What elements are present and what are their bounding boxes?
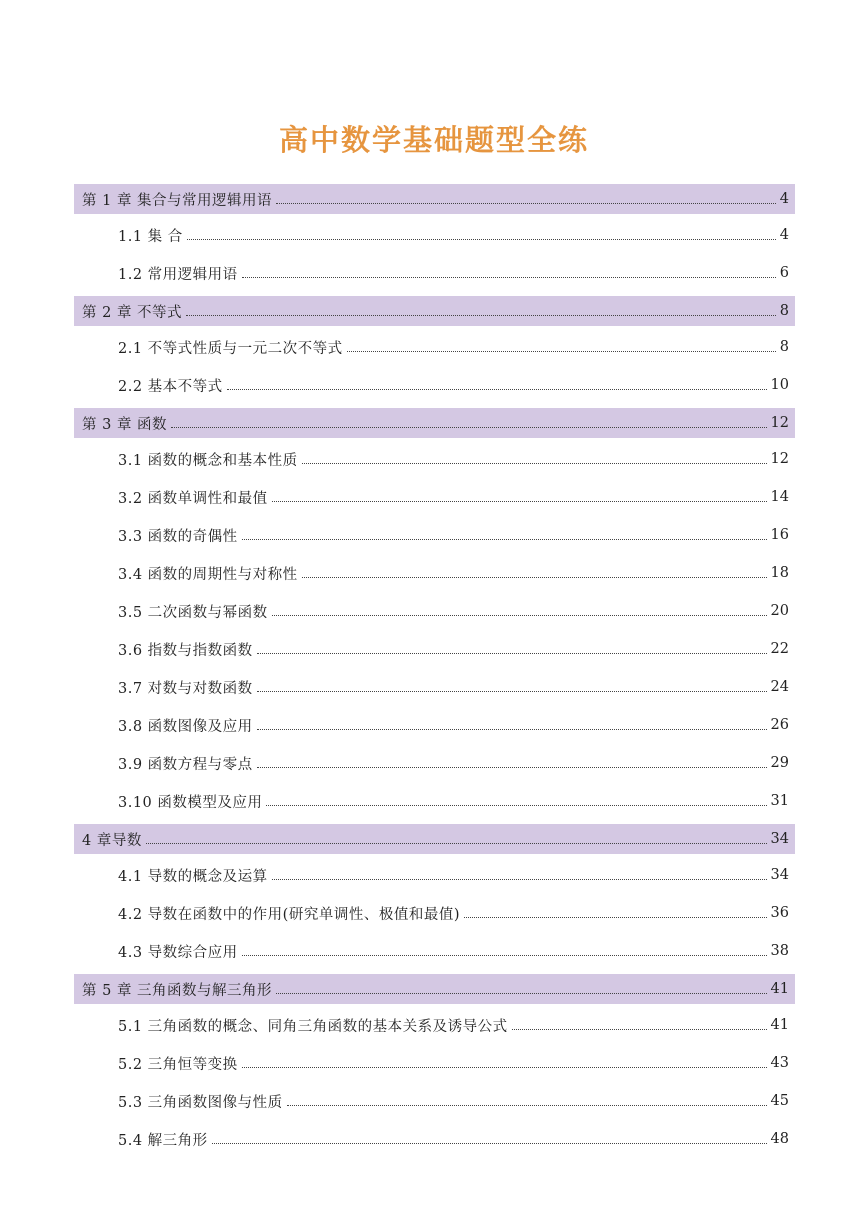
dot-leader bbox=[186, 314, 776, 316]
toc-entry-label: 3.7 对数与对数函数 bbox=[118, 680, 253, 697]
toc-entry-label: 5.4 解三角形 bbox=[118, 1132, 208, 1149]
dot-leader bbox=[227, 388, 767, 390]
toc-section-row[interactable] bbox=[74, 860, 795, 890]
toc-entry-label: 第 3 章 函数 bbox=[82, 416, 168, 433]
toc-page-number: 41 bbox=[770, 1017, 789, 1033]
toc-entry-label: 4.1 导数的概念及运算 bbox=[118, 868, 268, 885]
toc-entry-label: 3.3 函数的奇偶性 bbox=[118, 528, 238, 545]
toc-section-row[interactable] bbox=[74, 748, 795, 778]
dot-leader bbox=[276, 202, 776, 204]
dot-leader bbox=[512, 1028, 767, 1030]
toc-page-number: 31 bbox=[770, 793, 789, 809]
toc-entry-label: 5.2 三角恒等变换 bbox=[118, 1056, 238, 1073]
toc-page-number: 4 bbox=[779, 191, 789, 207]
dot-leader bbox=[257, 690, 767, 692]
toc-page-number: 16 bbox=[770, 527, 789, 543]
dot-leader bbox=[242, 538, 767, 540]
toc-entry-label: 4.3 导数综合应用 bbox=[118, 944, 238, 961]
toc-chapter-row[interactable] bbox=[74, 184, 795, 214]
toc-section-row[interactable] bbox=[74, 220, 795, 250]
toc-section-row[interactable] bbox=[74, 482, 795, 512]
toc-entry-label: 4 章导数 bbox=[82, 832, 142, 849]
dot-leader bbox=[272, 614, 767, 616]
toc-page-number: 22 bbox=[770, 641, 789, 657]
toc-entry-label: 3.5 二次函数与幂函数 bbox=[118, 604, 268, 621]
toc-section-row[interactable] bbox=[74, 634, 795, 664]
toc-page-number: 34 bbox=[770, 867, 789, 883]
toc-page-number: 45 bbox=[770, 1093, 789, 1109]
toc-section-row[interactable] bbox=[74, 672, 795, 702]
toc-page-number: 8 bbox=[779, 303, 789, 319]
dot-leader bbox=[242, 954, 767, 956]
toc-entry-label: 1.2 常用逻辑用语 bbox=[118, 266, 238, 283]
toc-section-row[interactable] bbox=[74, 1010, 795, 1040]
toc-page-number: 12 bbox=[770, 415, 789, 431]
toc-entry-label: 3.10 函数模型及应用 bbox=[118, 794, 263, 811]
toc-page-number: 48 bbox=[770, 1131, 789, 1147]
toc-page-number: 24 bbox=[770, 679, 789, 695]
toc-section-row[interactable] bbox=[74, 898, 795, 928]
toc-page-number: 12 bbox=[770, 451, 789, 467]
dot-leader bbox=[257, 728, 767, 730]
dot-leader bbox=[272, 878, 767, 880]
dot-leader bbox=[266, 804, 766, 806]
dot-leader bbox=[272, 500, 767, 502]
toc-page-number: 10 bbox=[770, 377, 789, 393]
toc-section-row[interactable] bbox=[74, 596, 795, 626]
toc-page-number: 41 bbox=[770, 981, 789, 997]
toc-page-number: 43 bbox=[770, 1055, 789, 1071]
toc-entry-label: 1.1 集 合 bbox=[118, 228, 183, 245]
toc-page-number: 26 bbox=[770, 717, 789, 733]
toc-page-number: 34 bbox=[770, 831, 789, 847]
dot-leader bbox=[257, 652, 767, 654]
dot-leader bbox=[287, 1104, 767, 1106]
dot-leader bbox=[242, 1066, 767, 1068]
dot-leader bbox=[257, 766, 767, 768]
toc-section-row[interactable] bbox=[74, 370, 795, 400]
dot-leader bbox=[146, 842, 767, 844]
toc-section-row[interactable] bbox=[74, 936, 795, 966]
dot-leader bbox=[302, 462, 767, 464]
toc-page-number: 38 bbox=[770, 943, 789, 959]
toc-entry-label: 2.2 基本不等式 bbox=[118, 378, 223, 395]
toc-chapter-row[interactable] bbox=[74, 408, 795, 438]
toc-section-row[interactable] bbox=[74, 332, 795, 362]
toc-entry-label: 2.1 不等式性质与一元二次不等式 bbox=[118, 340, 343, 357]
dot-leader bbox=[276, 992, 766, 994]
toc-section-row[interactable] bbox=[74, 710, 795, 740]
toc-page-number: 14 bbox=[770, 489, 789, 505]
toc-entry-label: 3.4 函数的周期性与对称性 bbox=[118, 566, 298, 583]
toc-section-row[interactable] bbox=[74, 444, 795, 474]
toc-page-number: 29 bbox=[770, 755, 789, 771]
toc-entry-label: 5.3 三角函数图像与性质 bbox=[118, 1094, 283, 1111]
toc-entry-label: 第 2 章 不等式 bbox=[82, 304, 183, 321]
toc-page-number: 36 bbox=[770, 905, 789, 921]
toc-section-row[interactable] bbox=[74, 1086, 795, 1116]
toc-section-row[interactable] bbox=[74, 1124, 795, 1154]
toc-entry-label: 4.2 导数在函数中的作用(研究单调性、极值和最值) bbox=[118, 906, 460, 923]
toc-entry-label: 3.9 函数方程与零点 bbox=[118, 756, 253, 773]
dot-leader bbox=[187, 238, 776, 240]
dot-leader bbox=[171, 426, 766, 428]
toc-entry-label: 3.6 指数与指数函数 bbox=[118, 642, 253, 659]
toc-page-number: 4 bbox=[779, 227, 789, 243]
toc-chapter-row[interactable] bbox=[74, 974, 795, 1004]
toc-entry-label: 3.1 函数的概念和基本性质 bbox=[118, 452, 298, 469]
dot-leader bbox=[242, 276, 776, 278]
table-of-contents bbox=[74, 184, 795, 1162]
toc-chapter-row[interactable] bbox=[74, 824, 795, 854]
toc-page-number: 6 bbox=[779, 265, 789, 281]
toc-entry-label: 3.8 函数图像及应用 bbox=[118, 718, 253, 735]
toc-section-row[interactable] bbox=[74, 786, 795, 816]
toc-section-row[interactable] bbox=[74, 258, 795, 288]
document-title: 高中数学基础题型全练 bbox=[278, 123, 589, 157]
toc-page-number: 18 bbox=[770, 565, 789, 581]
dot-leader bbox=[302, 576, 767, 578]
toc-entry-label: 第 1 章 集合与常用逻辑用语 bbox=[82, 192, 273, 209]
toc-entry-label: 3.2 函数单调性和最值 bbox=[118, 490, 268, 507]
dot-leader bbox=[347, 350, 776, 352]
toc-section-row[interactable] bbox=[74, 520, 795, 550]
toc-entry-label: 第 5 章 三角函数与解三角形 bbox=[82, 982, 273, 999]
toc-entry-label: 5.1 三角函数的概念、同角三角函数的基本关系及诱导公式 bbox=[118, 1018, 508, 1035]
dot-leader bbox=[212, 1142, 767, 1144]
toc-page-number: 8 bbox=[779, 339, 789, 355]
toc-page-number: 20 bbox=[770, 603, 789, 619]
toc-section-row[interactable] bbox=[74, 558, 795, 588]
dot-leader bbox=[464, 916, 767, 918]
toc-section-row[interactable] bbox=[74, 1048, 795, 1078]
toc-chapter-row[interactable] bbox=[74, 296, 795, 326]
